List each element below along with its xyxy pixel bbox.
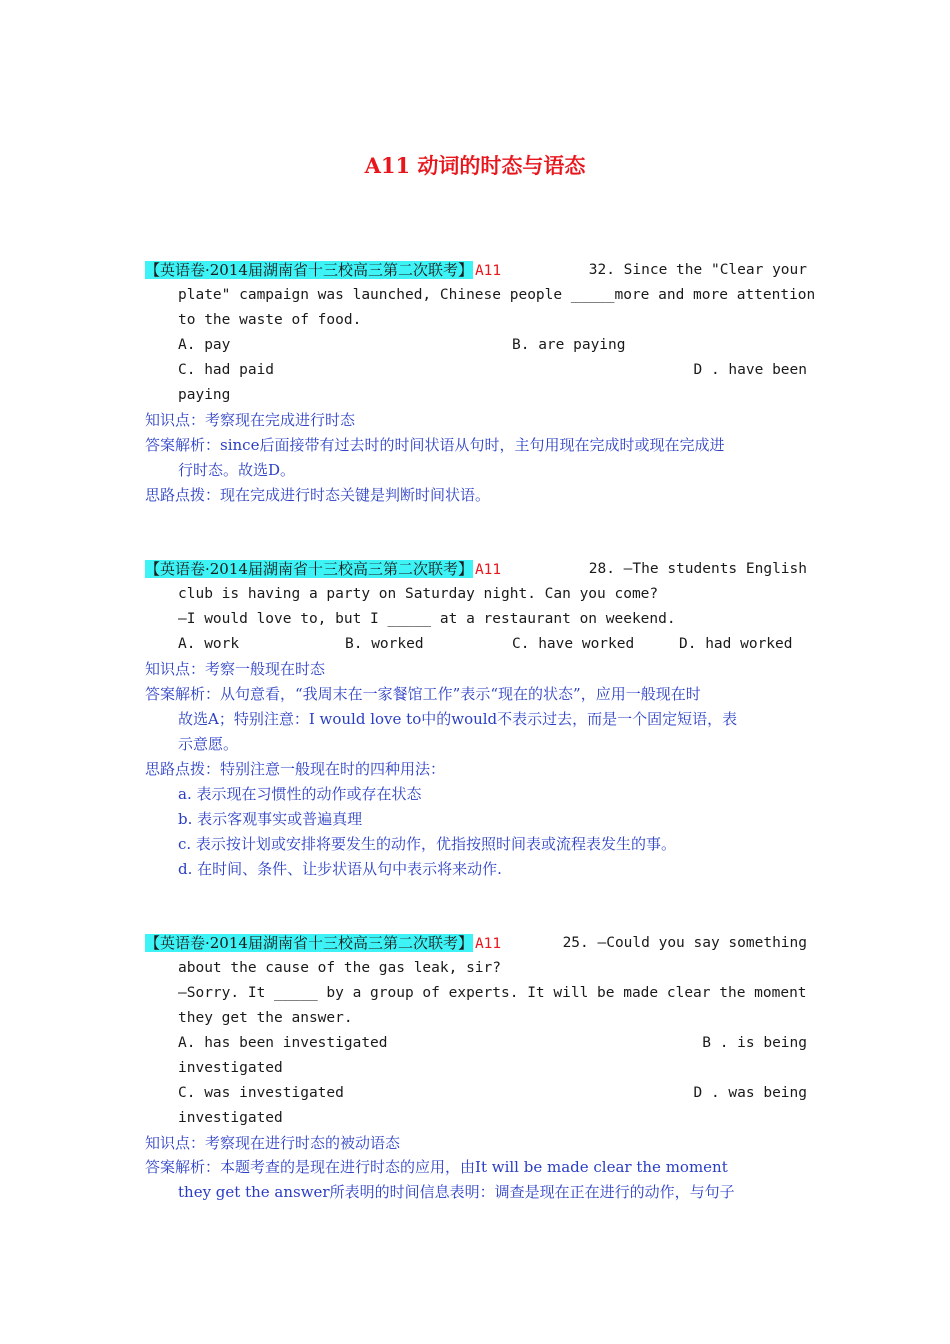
solution-tip: 思路点拨：特别注意一般现在时的四种用法：: [145, 760, 446, 778]
source-highlight: 【英语卷·2014届湖南省十三校高三第二次联考】: [145, 934, 473, 952]
option-b: B. are paying: [512, 337, 626, 353]
option-a: A. work: [178, 636, 240, 652]
question-stem-line: they get the answer.: [178, 1010, 353, 1026]
option-d-continued: investigated: [178, 1110, 283, 1126]
question-first-line: 28. —The students English: [588, 561, 807, 577]
tip-item: a. 表示现在习惯性的动作或存在状态: [178, 785, 422, 803]
topic-code: A11: [474, 562, 502, 578]
option-row: [178, 1081, 807, 1106]
tip-item: d. 在时间、条件、让步状语从句中表示将来动作.: [178, 860, 502, 878]
tip-item: b. 表示客观事实或普遍真理: [178, 810, 363, 828]
knowledge-point: 知识点：考察一般现在时态: [145, 660, 326, 678]
answer-analysis-continued: 行时态。故选D。: [178, 461, 296, 479]
answer-analysis: 答案解析：从句意看，“我周末在一家餐馆工作”表示“现在的状态”，应用一般现在时: [145, 685, 701, 703]
option-b: B. worked: [345, 636, 424, 652]
question-2-header: [145, 557, 807, 582]
question-stem-line: to the waste of food.: [178, 312, 362, 328]
solution-tip: 思路点拨：现在完成进行时态关键是判断时间状语。: [145, 486, 491, 504]
option-row: [178, 632, 807, 657]
question-stem-line: —I would love to, but I _____ at a restaurant on weekend.: [178, 611, 676, 627]
question-stem-line: club is having a party on Saturday night. Can you come?: [178, 586, 659, 602]
knowledge-point: 知识点：考察现在完成进行时态: [145, 411, 356, 429]
option-row: [178, 1031, 807, 1056]
option-d: D. had worked: [679, 636, 793, 652]
option-b: B . is being: [702, 1035, 807, 1051]
page-title: A11 动词的时态与语态: [364, 153, 586, 178]
question-1-header: [145, 258, 807, 283]
question-stem-line: about the cause of the gas leak, sir?: [178, 960, 502, 976]
question-stem-line: —Sorry. It _____ by a group of experts. It will be made clear the moment: [178, 985, 807, 1001]
question-3-header: [145, 931, 807, 956]
source-highlight: 【英语卷·2014届湖南省十三校高三第二次联考】: [145, 261, 473, 279]
answer-analysis: 答案解析：本题考查的是现在进行时态的应用，由It will be made clear the moment: [145, 1158, 728, 1176]
option-a: A. pay: [178, 337, 231, 353]
option-d-continued: paying: [178, 387, 231, 403]
topic-code: A11: [474, 263, 502, 279]
option-c: C. have worked: [512, 636, 635, 652]
question-first-line: 32. Since the "Clear your: [588, 262, 807, 278]
answer-analysis: 答案解析：since后面接带有过去时的时间状语从句时，主句用现在完成时或现在完成进: [145, 436, 725, 454]
knowledge-point: 知识点：考察现在进行时态的被动语态: [145, 1134, 401, 1152]
question-first-line: 25. —Could you say something: [562, 935, 807, 951]
option-c: C. was investigated: [178, 1085, 344, 1101]
answer-analysis-continued: 示意愿。: [178, 735, 239, 753]
option-d: D . have been: [693, 362, 807, 378]
question-stem-line: plate" campaign was launched, Chinese people _____more and more attention: [178, 287, 816, 303]
tip-item: c. 表示按计划或安排将要发生的动作，优指按照时间表或流程表发生的事。: [178, 835, 676, 853]
answer-analysis-continued: they get the answer所表明的时间信息表明：调查是现在正在进行的动作，与句子: [178, 1183, 735, 1201]
source-highlight: 【英语卷·2014届湖南省十三校高三第二次联考】: [145, 560, 473, 578]
option-row: [178, 333, 807, 358]
option-row: [178, 358, 807, 383]
option-d: D . was being: [693, 1085, 807, 1101]
answer-analysis-continued: 故选A；特别注意：I would love to中的would不表示过去，而是一个固定短语，表: [178, 710, 738, 728]
option-b-continued: investigated: [178, 1060, 283, 1076]
option-c: C. had paid: [178, 362, 275, 378]
option-a: A. has been investigated: [178, 1035, 388, 1051]
topic-code: A11: [474, 936, 502, 952]
